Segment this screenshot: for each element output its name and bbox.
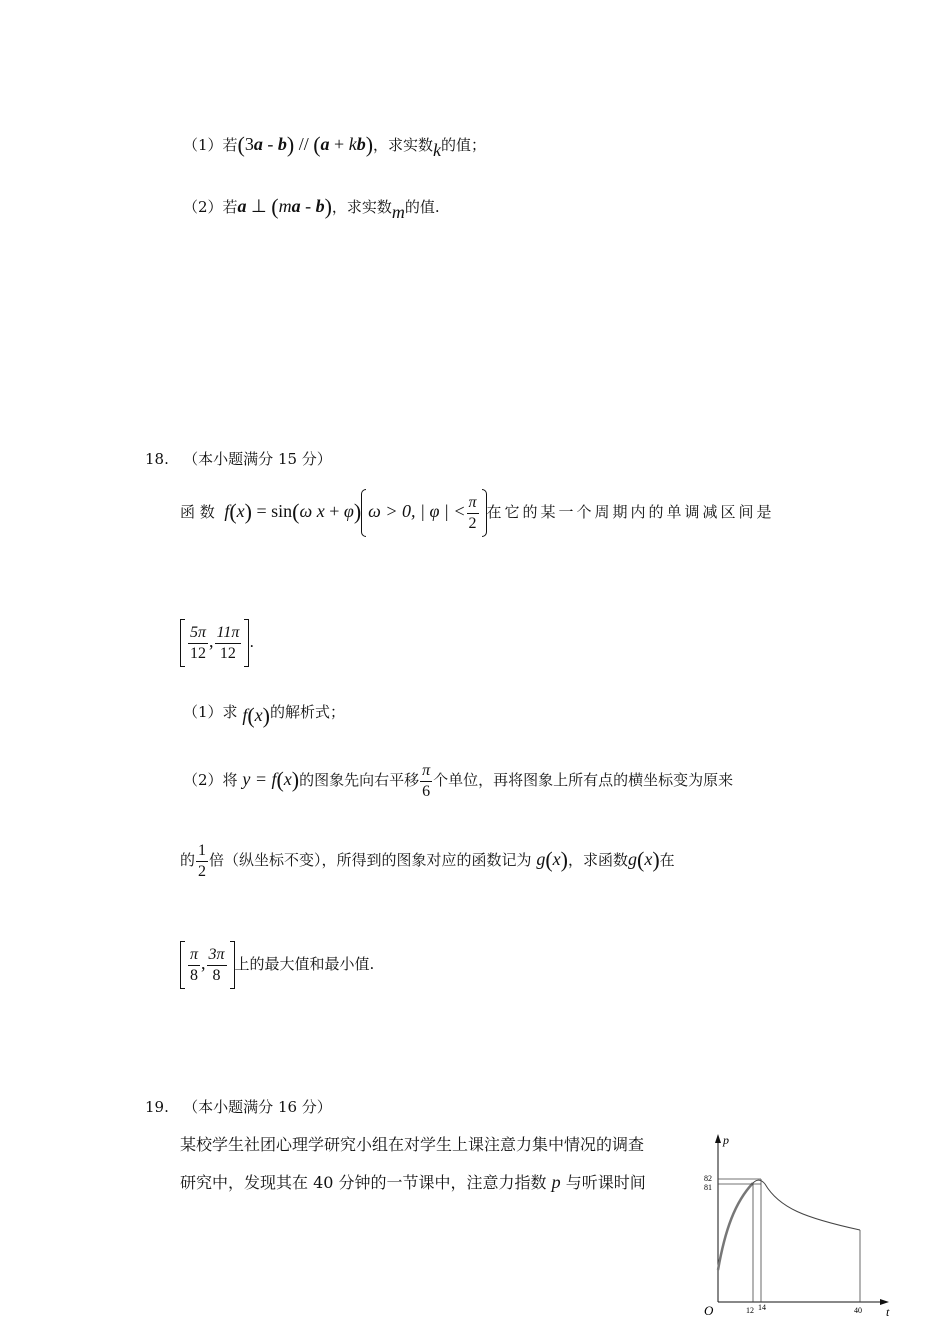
q19-line2a: 研究中，发现其在 40 分钟的一节课中，注意力指数	[180, 1173, 547, 1192]
q18-condition: ω > 0, | φ | <	[368, 501, 466, 521]
q18-frac-11pi-12: $\frac{11\pi}{12}$	[216, 623, 240, 662]
q17-p1-label: （1）若	[183, 136, 238, 154]
q18-interval-period: .	[249, 633, 255, 651]
q17-p2-tail2: 的值.	[404, 198, 440, 216]
q18-part2-cont	[180, 836, 675, 883]
attention-graph	[695, 1130, 900, 1320]
q19-header	[145, 1097, 332, 1117]
q18-intro-text: 函 数	[180, 503, 215, 521]
q17-p2-var: m	[391, 202, 405, 222]
q18-part2	[183, 756, 733, 803]
q17-p2-label: （2）若	[183, 198, 238, 216]
y-tick-82: 82	[704, 1174, 712, 1183]
q18-interval2-open	[180, 941, 185, 989]
q17-part2	[183, 196, 440, 222]
rising-curve	[718, 1183, 753, 1270]
q18-frac-pi-8: $\frac{\pi}{8}$	[190, 945, 199, 984]
q18-frac-3pi-8: $\frac{3\pi}{8}$	[208, 945, 225, 984]
q18-p2b-de: 的	[180, 851, 196, 869]
q18-p1-fx: f(x)	[242, 703, 270, 728]
q18-cond-open	[361, 489, 366, 537]
q18-p2b-mid: 倍（纵坐标不变），所得到的图象对应的函数记为	[209, 851, 532, 869]
q19-line2b: 与听课时间	[565, 1173, 646, 1192]
q18-part1	[183, 702, 345, 726]
t-axis-label: t	[886, 1305, 890, 1319]
q17-p1-tail2: 的值；	[441, 136, 487, 154]
q19-line2	[180, 1172, 646, 1193]
p-axis-label: p	[723, 1133, 729, 1147]
q19-points: （本小题满分 16 分）	[183, 1098, 332, 1116]
x-tick-40: 40	[854, 1306, 862, 1315]
q17-part1	[183, 134, 486, 160]
q17-p1-expr: (3a - b) // (a + kb)	[237, 132, 374, 157]
q17-p1-var: k	[433, 140, 442, 160]
q17-p2-tail1: ，求实数	[331, 198, 392, 216]
x-tick-14: 14	[758, 1303, 766, 1312]
q19-var-p: p	[551, 1172, 561, 1192]
q18-interval-comma: ,	[209, 631, 214, 651]
q19-line1	[180, 1135, 644, 1155]
q18-one-half: $\frac{1}{2}$	[198, 841, 207, 880]
q19-number: 19.	[145, 1098, 169, 1116]
q17-p2-expr: a ⊥ (ma - b)	[237, 194, 332, 219]
q18-p2c-tail: 上的最大值和最小值.	[234, 955, 375, 973]
q18-p2b-tail: ，求函数	[567, 851, 628, 869]
q19-line1-text: 某校学生社团心理学研究小组在对学生上课注意力集中情况的调查	[180, 1135, 645, 1154]
q18-function-def: f(x) = sin(ω x + φ)	[224, 499, 362, 524]
q18-pi-over-6: $\frac{\pi}{6}$	[422, 761, 431, 800]
y-tick-81: 81	[704, 1183, 712, 1192]
q18-p1-tail: 的解析式；	[270, 703, 346, 721]
origin-label: O	[704, 1303, 714, 1318]
q17-p1-tail1: ，求实数	[373, 136, 434, 154]
q18-intro	[180, 488, 775, 537]
q18-pi-over-2: $\frac{\pi}{2}$	[468, 493, 477, 532]
decay-curve	[753, 1180, 860, 1230]
y-axis-arrow	[715, 1134, 721, 1143]
x-tick-12: 12	[746, 1306, 754, 1315]
q18-gx-2: g(x)	[627, 847, 660, 872]
q18-number: 18.	[145, 450, 169, 468]
q18-gx-1: g(x)	[536, 847, 568, 872]
q18-p2-tail: 个单位，再将图象上所有点的横坐标变为原来	[433, 771, 734, 789]
q18-intro-tail: 在它的某一个周期内的单调减区间是	[486, 503, 775, 521]
q18-p1-label: （1）求	[183, 703, 238, 721]
q18-p2b-end: 在	[659, 851, 675, 869]
q18-points: （本小题满分 15 分）	[183, 450, 332, 468]
q18-p2-yfx: y = f(x)	[242, 767, 300, 792]
q18-p2-label: （2）将	[183, 771, 238, 789]
q18-p2-mid: 的图象先向右平移	[299, 771, 420, 789]
q18-interval	[180, 618, 254, 667]
q18-interval2-comma: ,	[201, 953, 206, 973]
q18-interval2	[180, 940, 374, 989]
q18-header	[145, 449, 332, 469]
q18-frac-5pi-12: $\frac{5\pi}{12}$	[190, 623, 207, 662]
q18-interval-open	[180, 619, 185, 667]
